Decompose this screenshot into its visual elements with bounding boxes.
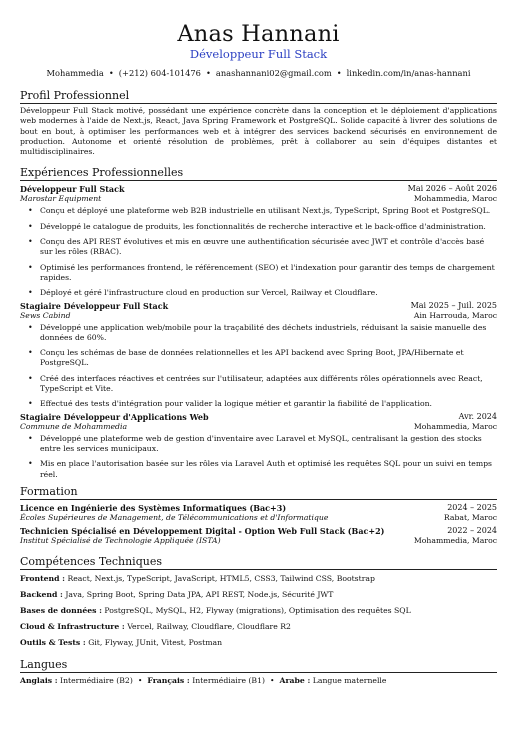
skill-row [20,574,497,584]
language-level: Intermédiaire (B1) [192,675,265,685]
experience-entry [20,412,497,480]
languages-line [20,676,497,686]
job-title: Développeur Full Stack [20,184,125,195]
language-level: Intermédiaire (B2) [60,675,133,685]
degree-dates: 2022 – 2024 [447,525,497,535]
language-label: Arabe : [279,675,311,685]
profile-summary: Développeur Full Stack motivé, possédant une expérience concrète dans la conception et le déploiement d'applications web modernes à l'aide de Next.js, React, Java Spring Framework et PostgreSQL. Solide capacité à livrer des solutions de bout en bout, à optimiser les performances web et à intégrer des services backend sécurisés en environnement de production. Autonome et orienté résolution de problèmes, prêt à collaborer au sein d'équipes distantes et multidisciplinaires. [20,106,497,157]
contact-linkedin[interactable]: linkedin.com/in/anas-hannani [346,68,471,78]
degree-title: Licence en Ingénierie des Systèmes Informatiques (Bac+3) [20,502,287,513]
section-title-experience: Expériences Professionnelles [20,166,497,181]
job-dates: Mai 2026 – Août 2026 [407,184,497,194]
job-bullets [20,434,497,480]
skills-list [20,574,497,648]
candidate-role: Développeur Full Stack [189,47,328,61]
list-item: • Développé le catalogue de produits, les fonctionnalités de recherche interactive et le back-office d'administration. [40,222,497,232]
job-bullets [20,323,497,410]
school-location: Rabat, Maroc [443,512,497,522]
list-item: • Mis en place l'autorisation basée sur les rôles via Laravel Auth et optimisé les requêtes SQL pour un suivi en temps réel. [40,459,497,480]
skill-row [20,590,497,600]
school-location: Mohammedia, Maroc [413,535,497,545]
section-title-languages: Langues [20,658,497,673]
skill-row [20,638,497,648]
skill-value: Java, Spring Boot, Spring Data JPA, API REST, Node.js, Sécurité JWT [65,589,334,599]
job-location: Mohammedia, Maroc [413,421,497,431]
skill-value: PostgreSQL, MySQL, H2, Flyway (migrations), Optimisation des requêtes SQL [104,605,411,615]
skill-label: Cloud & Infrastructure : [20,621,125,631]
job-title: Stagiaire Développeur Full Stack [20,300,169,311]
candidate-name: Anas Hannani [177,21,340,47]
job-location: Ain Harrouda, Maroc [413,310,497,320]
company-name: Marostar Equipment [20,194,102,204]
language-label: Anglais : [20,675,58,685]
list-item: • Développé une application web/mobile pour la traçabilité des déchets industriels, réduisant la saisie manuelle des données de 60%. [40,323,497,344]
contact-phone[interactable]: (+212) 604-101476 [118,68,201,78]
bullet-separator: • [269,675,275,685]
skill-label: Frontend : [20,573,66,583]
skill-label: Outils & Tests : [20,637,86,647]
list-item: • Effectué des tests d'intégration pour valider la logique métier et garantir la fiabilité de l'application. [40,399,497,409]
job-title: Stagiaire Développeur d'Applications Web [20,411,209,422]
list-item: • Créé des interfaces réactives et centrées sur l'utilisateur, adaptées aux différents rôles opérationnels avec React, TypeScript et Vite. [40,374,497,395]
bullet-separator: • [137,675,143,685]
list-item: • Optimisé les performances frontend, le référencement (SEO) et l'indexation pour garantir des temps de chargement rapides. [40,263,497,284]
bullet-separator: • [205,68,211,78]
education-entry [20,503,497,523]
language-level: Langue maternelle [312,675,387,685]
job-location: Mohammedia, Maroc [413,194,497,204]
company-name: Commune de Mohammedia [20,421,128,431]
list-item: • Développé une plateforme web de gestion d'inventaire avec Laravel et MySQL, centralisant la gestion des stocks entre les services municipaux. [40,434,497,455]
bullet-separator: • [336,68,342,78]
skill-row [20,606,497,616]
list-item: • Conçu des API REST évolutives et mis en œuvre une authentification sécurisée avec JWT et contrôle d'accès basé sur les rôles (RBAC). [40,237,497,258]
job-dates: Avr. 2024 [458,411,497,421]
experience-entry [20,301,497,410]
list-item: • Conçu les schémas de base de données relationnelles et les API backend avec Spring Boot, JPA/Hibernate et PostgreSQL. [40,348,497,369]
language-label: Français : [147,675,190,685]
skill-row [20,622,497,632]
section-title-profile: Profil Professionnel [20,89,497,104]
degree-title: Technicien Spécialisé en Développement Digital - Option Web Full Stack (Bac+2) [20,525,385,536]
skill-label: Backend : [20,589,63,599]
school-name: Écoles Supérieures de Management, de Télécommunications et d'Informatique [20,512,329,522]
contact-city: Mohammedia [46,68,104,78]
section-title-education: Formation [20,485,497,500]
bullet-separator: • [108,68,114,78]
resume-header [20,22,497,79]
skill-value: React, Next.js, TypeScript, JavaScript, HTML5, CSS3, Tailwind CSS, Bootstrap [67,573,375,583]
list-item: • Déployé et géré l'infrastructure cloud en production sur Vercel, Railway et Cloudflare. [40,288,497,298]
experience-entry [20,184,497,298]
company-name: Sews Cabind [20,310,71,320]
contact-email[interactable]: anashannani02@gmail.com [215,68,332,78]
skill-label: Bases de données : [20,605,102,615]
skill-value: Vercel, Railway, Cloudflare, Cloudflare R2 [127,621,291,631]
education-entry [20,526,497,546]
skill-value: Git, Flyway, JUnit, Vitest, Postman [88,637,223,647]
job-dates: Mai 2025 – Juil. 2025 [410,300,497,310]
degree-dates: 2024 – 2025 [447,502,497,512]
contact-line [20,68,497,79]
section-title-skills: Compétences Techniques [20,555,497,570]
school-name: Institut Spécialisé de Technologie Appliquée (ISTA) [20,535,221,545]
job-bullets [20,206,497,298]
list-item: • Conçu et déployé une plateforme web B2B industrielle en utilisant Next.js, TypeScript, Spring Boot et PostgreSQL. [40,206,497,216]
